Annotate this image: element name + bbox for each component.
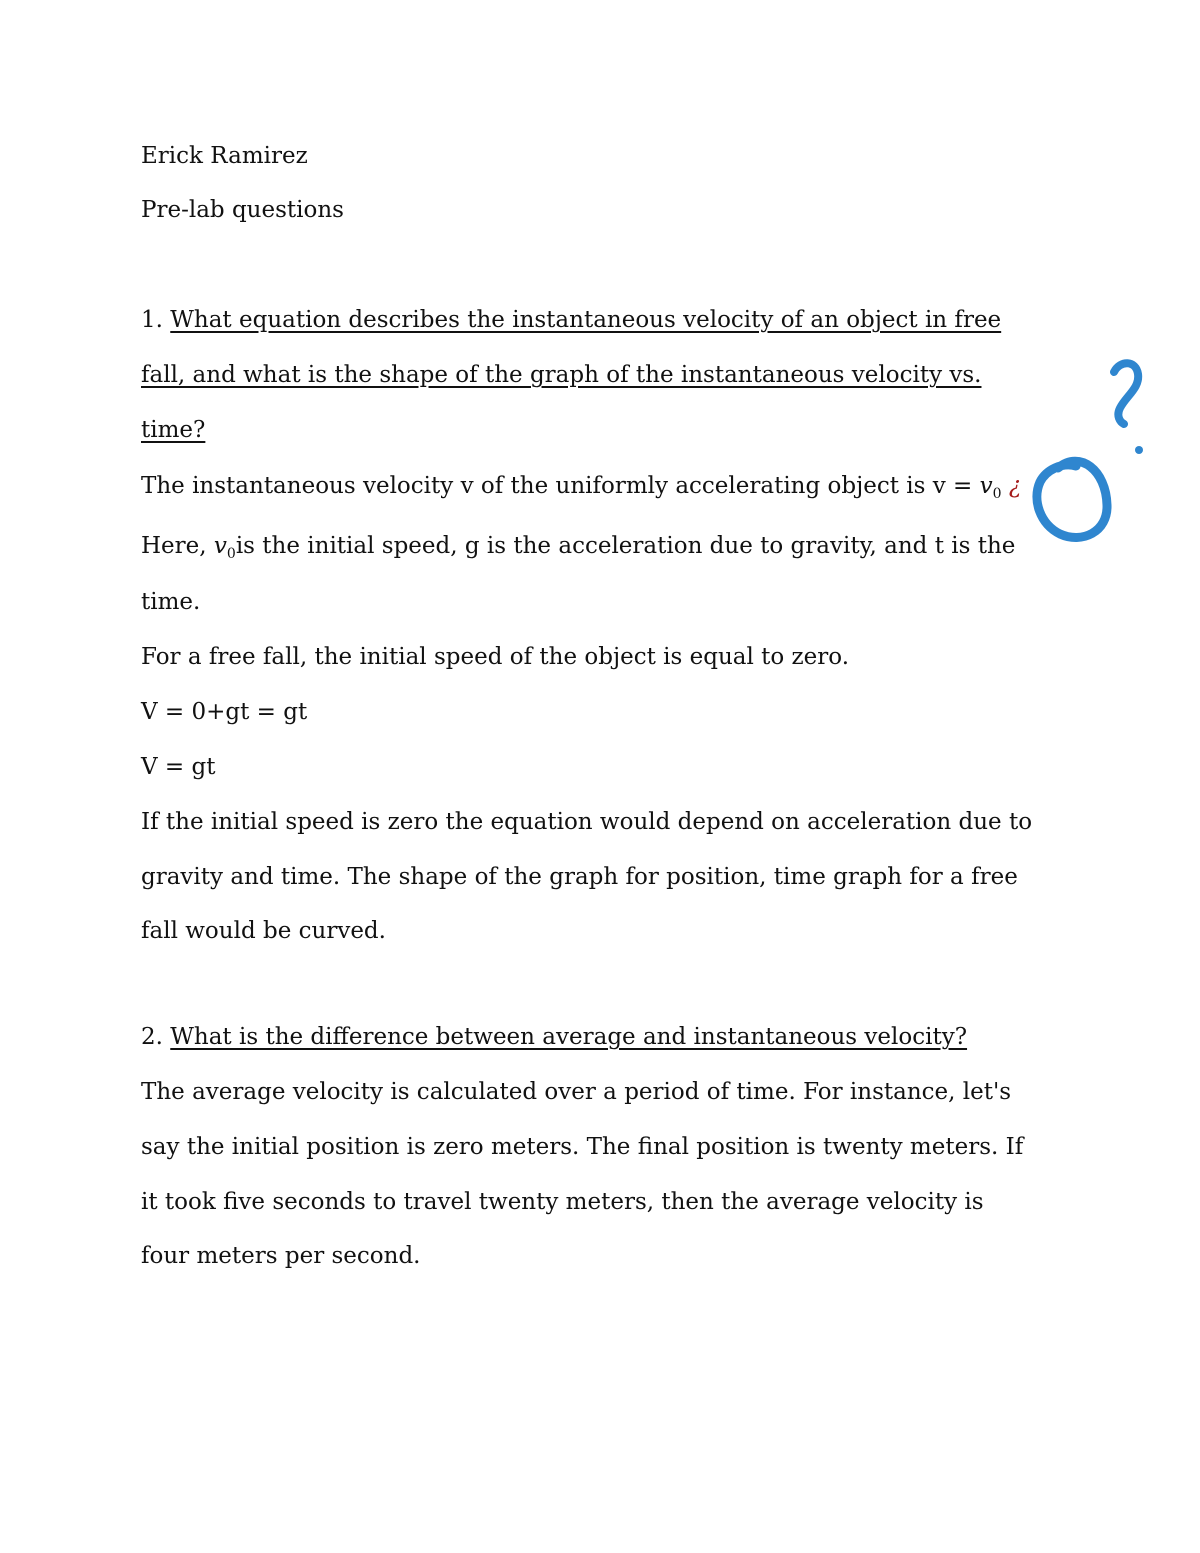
q1-number: 1.: [141, 307, 163, 333]
q1-question-text: What equation describes the instantaneous velocity of an object in free: [170, 307, 1002, 333]
here-prefix: Here,: [141, 533, 207, 559]
q2-answer-line-2: say the initial position is zero meters. The final position is twenty meters. If: [141, 1134, 1024, 1160]
handwritten-question-mark-icon: [1114, 363, 1143, 454]
q1-conclusion-line-1: If the initial speed is zero the equation would depend on acceleration due to: [141, 809, 1033, 835]
v-subscript: 0: [992, 486, 1002, 502]
q2-answer-line-4: four meters per second.: [141, 1243, 421, 1269]
q1-conclusion-line-3: fall would be curved.: [141, 918, 386, 944]
q2-answer-line-1: The average velocity is calculated over a period of time. For instance, let's: [141, 1079, 1012, 1105]
q2-answer-line-3: it took five seconds to travel twenty meters, then the average velocity is: [141, 1189, 984, 1215]
author-name: Erick Ramirez: [141, 143, 308, 169]
document-subtitle: Pre-lab questions: [141, 197, 344, 223]
q1-question-line-2: fall, and what is the shape of the graph of the instantaneous velocity vs.: [141, 362, 982, 388]
handwritten-circle-icon: [1037, 461, 1107, 537]
q2-number: 2.: [141, 1024, 163, 1050]
v-symbol: v: [979, 473, 993, 499]
here-rest: is the initial speed, g is the acceleration due to gravity, and t is the: [235, 533, 1016, 559]
q1-here-cont: time.: [141, 589, 201, 615]
q1-answer-intro: The instantaneous velocity v of the uniformly accelerating object is v =: [141, 473, 973, 499]
q2-question-text: What is the difference between average and instantaneous velocity?: [170, 1024, 968, 1050]
q1-equation-1: V = 0+gt = gt: [141, 699, 308, 725]
v-subscript-inline: 0: [226, 546, 236, 562]
q1-equation-2: V = gt: [141, 754, 216, 780]
v-symbol-inline: v: [213, 533, 227, 559]
truncated-glyph: ¿: [1008, 473, 1022, 499]
q1-conclusion-line-2: gravity and time. The shape of the graph for position, time graph for a free: [141, 864, 1018, 890]
q1-free-fall: For a free fall, the initial speed of the object is equal to zero.: [141, 644, 850, 670]
q1-question-line-3: time?: [141, 417, 206, 443]
